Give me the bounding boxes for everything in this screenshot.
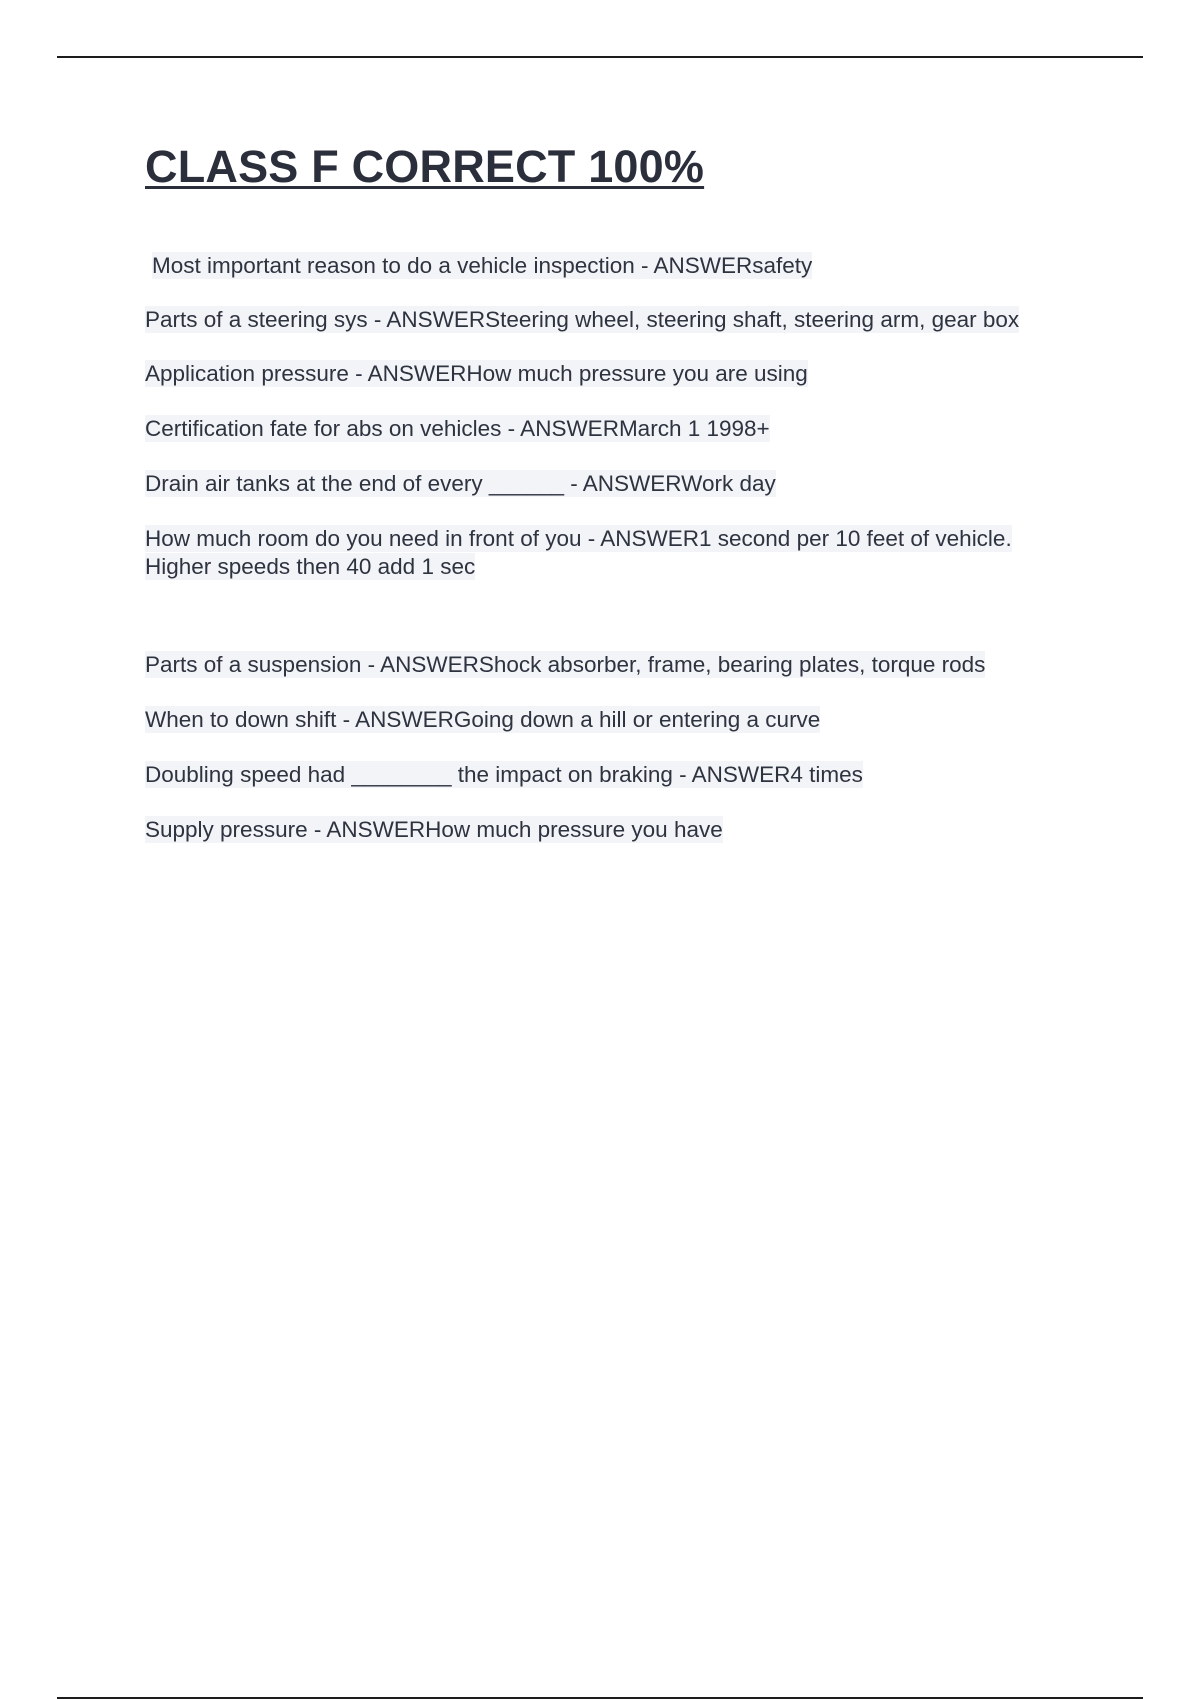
document-title: CLASS F CORRECT 100%: [145, 141, 705, 192]
bottom-rule: [57, 1697, 1143, 1699]
qa-item: [145, 525, 1065, 581]
qa-item-text: Supply pressure - ANSWERHow much pressure you have: [145, 817, 723, 842]
qa-item-text: Doubling speed had ________ the impact on braking - ANSWER4 times: [145, 762, 863, 787]
qa-item-text: How much room do you need in front of you - ANSWER1 second per 10 feet of vehicle. Higher speeds then 40 add 1 sec: [145, 526, 1012, 579]
qa-list: [145, 252, 1065, 844]
qa-item: [145, 307, 1065, 333]
qa-item: [145, 706, 1065, 734]
qa-item: [145, 470, 1065, 498]
qa-item-text: Parts of a steering sys - ANSWERSteering wheel, steering shaft, steering arm, gear box: [145, 307, 1020, 332]
qa-item-text: Drain air tanks at the end of every ______ - ANSWERWork day: [145, 471, 776, 496]
qa-item: [145, 252, 1065, 280]
qa-item: [145, 761, 1065, 789]
qa-item: [145, 360, 1065, 388]
qa-item-text: Most important reason to do a vehicle inspection - ANSWERsafety: [152, 253, 813, 278]
qa-item: [145, 816, 1065, 844]
qa-item-text: When to down shift - ANSWERGoing down a hill or entering a curve: [145, 707, 821, 732]
top-rule: [57, 56, 1143, 58]
qa-item: [145, 415, 1065, 443]
qa-item-text: Application pressure - ANSWERHow much pressure you are using: [145, 361, 808, 386]
qa-item: [145, 651, 1065, 679]
document-body: [145, 140, 1065, 871]
qa-item-text: Certification fate for abs on vehicles - ANSWERMarch 1 1998+: [145, 416, 770, 441]
qa-item-text: Parts of a suspension - ANSWERShock absorber, frame, bearing plates, torque rods: [145, 652, 986, 677]
